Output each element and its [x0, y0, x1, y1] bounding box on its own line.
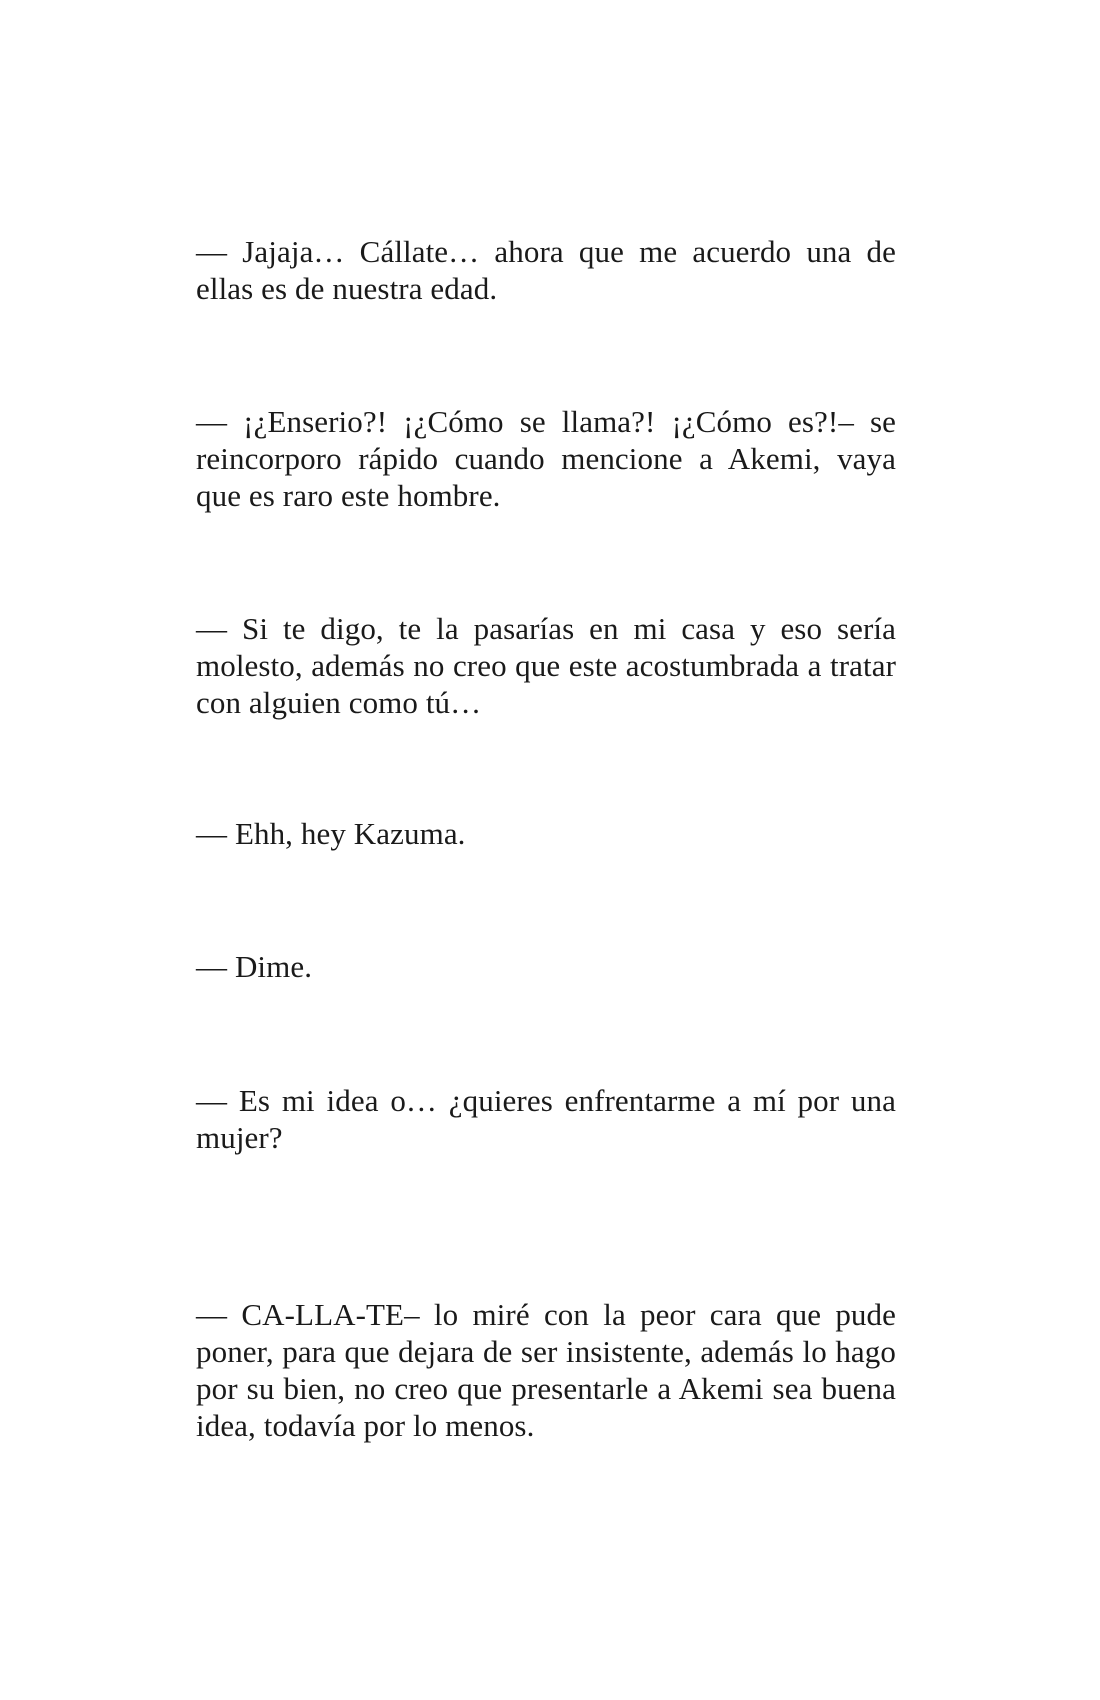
dialogue-paragraph: — CA-LLA-TE– lo miré con la peor cara que pude poner, para que dejara de ser insistente, además lo hago por su bien, no creo que presentarle a Akemi sea buena idea, todavía por lo menos. [196, 1297, 896, 1443]
dialogue-paragraph: — Ehh, hey Kazuma. [196, 816, 466, 851]
dialogue-paragraph: — Es mi idea o… ¿quieres enfrentarme a mí por una mujer? [196, 1083, 896, 1155]
dialogue-paragraph: — ¡¿Enserio?! ¡¿Cómo se llama?! ¡¿Cómo es?!– se reincorporo rápido cuando mencione a Akemi, vaya que es raro este hombre. [196, 404, 896, 513]
dialogue-paragraph: — Si te digo, te la pasarías en mi casa y eso sería molesto, además no creo que este acostumbrada a tratar con alguien como tú… [196, 611, 896, 720]
dialogue-paragraph: — Dime. [196, 949, 313, 984]
dialogue-paragraph: — Jajaja… Cállate… ahora que me acuerdo una de ellas es de nuestra edad. [196, 234, 896, 306]
